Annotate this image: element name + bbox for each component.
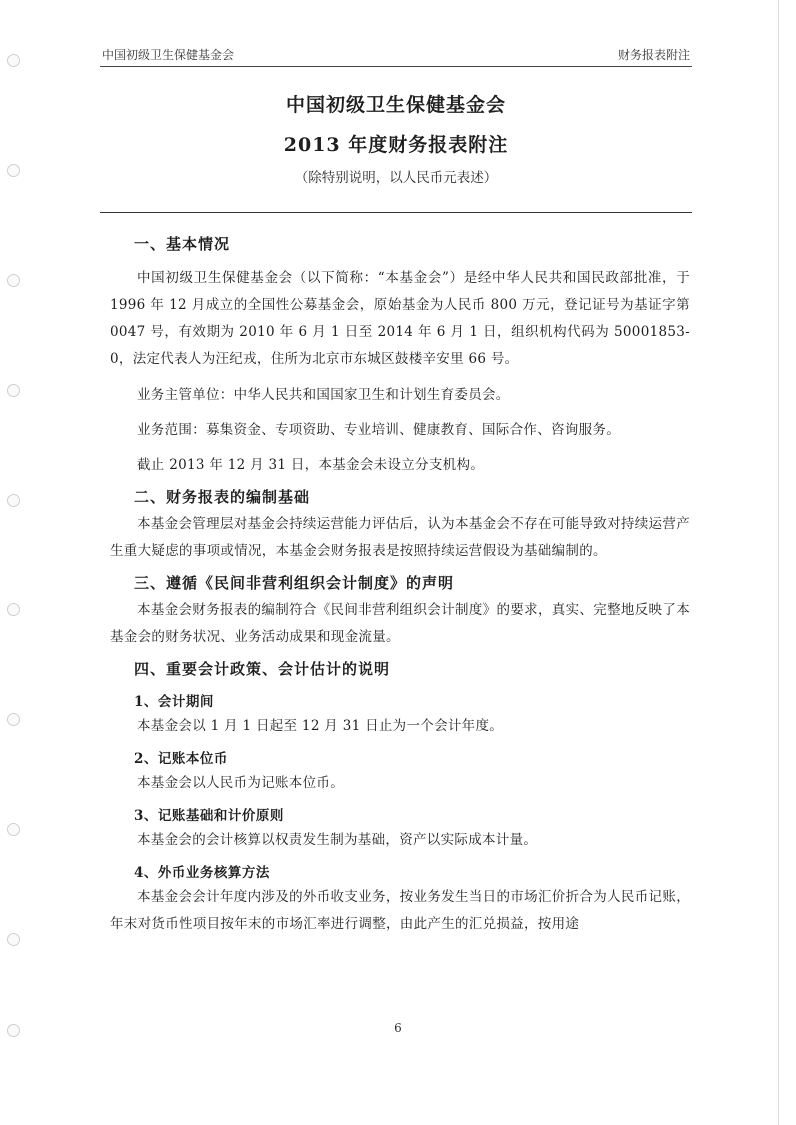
subsection-heading-accounting-basis: 3、记账基础和计价原则 [134,808,284,824]
paragraph-basis: 本基金会管理层对基金会持续运营能力评估后，认为本基金会不存在可能导致对持续运营产生重大疑虑的事项或情况，本基金会财务报表是按照持续运营假设为基础编制的。 [110,516,690,559]
paragraph-basic-info: 中国初级卫生保健基金会（以下简称：“本基金会”）是经中华人民共和国民政部批准，于 1996 年 12 月成立的全国性公募基金会，原始基金为人民币 800 万元，登记证号为基证字第 0047 号，有效期为 2010 年 6 月 1 日至 2014 年 6 月 1 日，组织机构代码为 50001853-0，法定代表人为汪纪戎，住所为北京市东城区鼓楼辛安里 66 号。 [110,270,690,367]
paragraph-compliance: 本基金会财务报表的编制符合《民间非营利组织会计制度》的要求，真实、完整地反映了本基金会的财务状况、业务活动成果和现金流量。 [110,602,690,645]
binder-hole [7,603,20,616]
paragraph-period: 本基金会以 1 月 1 日起至 12 月 31 日止为一个会计年度。 [137,718,504,734]
paragraph-foreign-currency: 本基金会会计年度内涉及的外币收支业务，按业务发生当日的市场汇价折合为人民币记账，年末对货币性项目按年末的市场汇率进行调整，由此产生的汇兑损益，按用途 [110,889,690,932]
section-heading-policies: 四、重要会计政策、会计估计的说明 [134,660,391,678]
document-title-report: 2013 年度财务报表附注 [283,134,509,156]
paragraph-branches: 截止 2013 年 12 月 31 日，本基金会未设立分支机构。 [137,457,485,473]
running-header [100,44,692,67]
binder-hole [7,384,20,397]
document-title-org: 中国初级卫生保健基金会 [285,94,506,116]
page-edge [778,0,779,1125]
subsection-heading-currency: 2、记账本位币 [134,751,228,767]
binder-hole [7,494,20,507]
binder-hole [7,274,20,287]
header-org-name: 中国初级卫生保健基金会 [102,48,235,62]
binder-hole [7,164,20,177]
title-divider [100,212,692,213]
header-section-name: 财务报表附注 [617,48,690,62]
section-heading-compliance: 三、遵循《民间非营利组织会计制度》的声明 [134,574,455,592]
subsection-heading-foreign-currency: 4、外币业务核算方法 [134,865,270,881]
document-body [110,230,690,938]
subsection-heading-period: 1、会计期间 [134,694,214,710]
paragraph-supervisor: 业务主管单位：中华人民共和国国家卫生和计划生育委员会。 [137,387,510,403]
binder-hole [7,823,20,836]
section-heading-basic-info: 一、基本情况 [134,235,231,253]
paragraph-accounting-basis: 本基金会的会计核算以权责发生制为基础，资产以实际成本计量。 [137,832,538,848]
binder-hole [7,933,20,946]
paragraph-business-scope: 业务范围：募集资金、专项资助、专业培训、健康教育、国际合作、咨询服务。 [137,422,620,438]
binder-hole [7,713,20,726]
binder-hole [7,54,20,67]
page-number: 6 [394,1021,402,1035]
paragraph-currency: 本基金会以人民币为记账本位币。 [137,775,344,791]
document-subtitle: （除特别说明，以人民币元表述） [294,170,498,186]
section-heading-basis: 二、财务报表的编制基础 [134,488,311,506]
title-block [100,92,692,188]
